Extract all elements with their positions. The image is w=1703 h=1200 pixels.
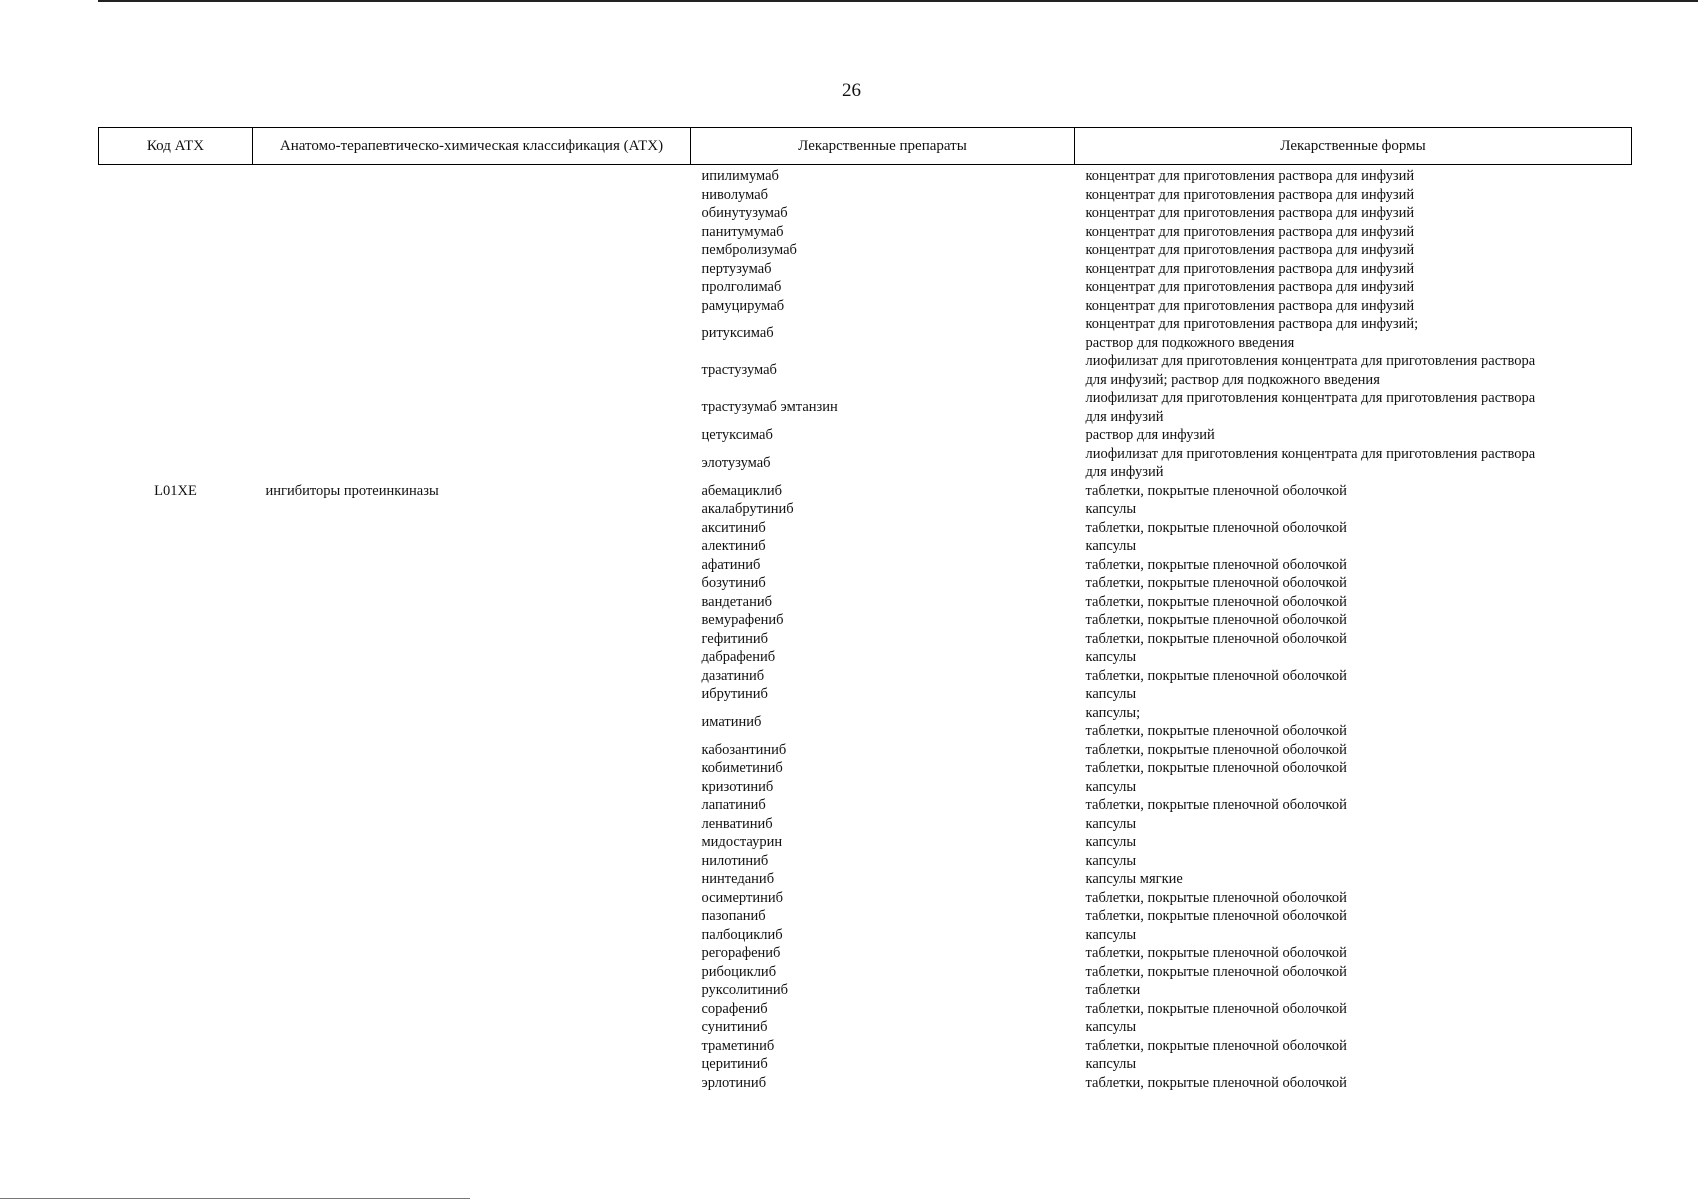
classification-cell — [253, 1037, 691, 1056]
dosage-form-cell: таблетки, покрытые пленочной оболочкой — [1085, 963, 1347, 980]
table-row — [99, 741, 1632, 760]
drug-name-cell: мидостаурин — [701, 834, 783, 850]
table-row — [99, 260, 1632, 279]
classification-cell — [253, 278, 691, 297]
atx-code-cell — [99, 926, 253, 945]
table-row — [99, 223, 1632, 242]
atx-code-cell — [99, 445, 253, 482]
classification-cell — [253, 500, 691, 519]
classification-cell — [253, 833, 691, 852]
table-row — [99, 241, 1632, 260]
table-row — [99, 315, 1632, 352]
table-row — [99, 500, 1632, 519]
drug-name-cell: акситиниб — [701, 519, 766, 536]
dosage-form-cell: концентрат для приготовления раствора для инфузий — [1085, 205, 1415, 221]
drug-name-cell: элотузумаб — [701, 454, 771, 471]
dosage-form-cell: таблетки, покрытые пленочной оболочкой — [1085, 797, 1347, 813]
classification-cell — [253, 741, 691, 760]
classification-cell: ингибиторы протеинкиназы — [265, 482, 439, 499]
classification-cell — [253, 315, 691, 352]
drug-name-cell: лапатиниб — [701, 797, 766, 813]
dosage-form-cell: таблетки, покрытые пленочной оболочкой — [1085, 556, 1347, 573]
drug-name-cell: церитиниб — [701, 1056, 768, 1072]
atx-code-cell — [99, 833, 253, 852]
dosage-form-cell: таблетки, покрытые пленочной оболочкой — [1085, 667, 1347, 684]
classification-cell — [253, 796, 691, 815]
header-classification: Анатомо-терапевтическо-химическая классификация (АТХ) — [253, 128, 691, 165]
classification-cell — [253, 537, 691, 556]
drug-name-cell: цетуксимаб — [701, 427, 773, 443]
table-row — [99, 852, 1632, 871]
classification-cell — [253, 519, 691, 538]
dosage-form-cell: таблетки, покрытые пленочной оболочкой — [1085, 945, 1347, 961]
dosage-form-cell: капсулы; таблетки, покрытые пленочной оболочкой — [1085, 704, 1347, 739]
table-row — [99, 1000, 1632, 1019]
table-row — [99, 667, 1632, 686]
dosage-form-cell: таблетки, покрытые пленочной оболочкой — [1085, 482, 1347, 499]
table-row — [99, 870, 1632, 889]
table-row — [99, 1037, 1632, 1056]
classification-cell — [253, 260, 691, 279]
table-row — [99, 926, 1632, 945]
atx-code-cell: L01XE — [154, 482, 197, 499]
table-row — [99, 759, 1632, 778]
dosage-form-cell: концентрат для приготовления раствора для инфузий — [1085, 297, 1415, 314]
table-row — [99, 630, 1632, 649]
atx-code-cell — [99, 519, 253, 538]
table-row — [99, 685, 1632, 704]
drug-name-cell: бозутиниб — [701, 575, 766, 591]
table-row — [99, 611, 1632, 630]
header-drugs: Лекарственные препараты — [691, 128, 1075, 165]
drug-name-cell: палбоциклиб — [701, 926, 783, 943]
drug-name-cell: ибрутиниб — [701, 686, 768, 702]
classification-cell — [253, 593, 691, 612]
drug-name-cell: акалабрутиниб — [701, 501, 794, 517]
dosage-form-cell: концентрат для приготовления раствора для инфузий — [1085, 242, 1415, 258]
atx-code-cell — [99, 593, 253, 612]
classification-cell — [253, 778, 691, 797]
dosage-form-cell: капсулы — [1085, 834, 1137, 850]
atx-code-cell — [99, 963, 253, 982]
atx-code-cell — [99, 1018, 253, 1037]
classification-cell — [253, 944, 691, 963]
dosage-form-cell: капсулы — [1085, 1019, 1137, 1035]
table-row — [99, 426, 1632, 445]
atx-code-cell — [99, 223, 253, 242]
drug-name-cell: сунитиниб — [701, 1019, 768, 1035]
atx-code-cell — [99, 667, 253, 686]
drug-name-cell: трастузумаб — [701, 362, 777, 379]
drug-name-cell: пембролизумаб — [701, 242, 797, 258]
atx-code-cell — [99, 204, 253, 223]
classification-cell — [253, 704, 691, 741]
table-row — [99, 204, 1632, 223]
drug-name-cell: ипилимумаб — [701, 168, 779, 184]
bottom-rule — [0, 1198, 470, 1199]
atx-table — [98, 127, 1632, 1092]
table-row — [99, 537, 1632, 556]
classification-cell — [253, 815, 691, 834]
classification-cell — [253, 685, 691, 704]
dosage-form-cell: таблетки, покрытые пленочной оболочкой — [1085, 908, 1347, 924]
classification-cell — [253, 574, 691, 593]
dosage-form-cell: таблетки, покрытые пленочной оболочкой — [1085, 760, 1347, 776]
table-row — [99, 778, 1632, 797]
dosage-form-cell: капсулы — [1085, 686, 1137, 702]
dosage-form-cell: таблетки, покрытые пленочной оболочкой — [1085, 1074, 1347, 1091]
dosage-form-cell: концентрат для приготовления раствора для инфузий — [1085, 279, 1415, 295]
classification-cell — [253, 1055, 691, 1074]
dosage-form-cell: капсулы — [1085, 501, 1137, 517]
table-row — [99, 593, 1632, 612]
atx-code-cell — [99, 981, 253, 1000]
dosage-form-cell: капсулы — [1085, 926, 1137, 943]
atx-code-cell — [99, 1074, 253, 1093]
dosage-form-cell: капсулы мягкие — [1085, 871, 1183, 887]
classification-cell — [253, 223, 691, 242]
atx-code-cell — [99, 630, 253, 649]
dosage-form-cell: лиофилизат для приготовления концентрата для приготовления раствора для инфузий; раствор для подкожного введения — [1085, 353, 1536, 388]
drug-name-cell: пертузумаб — [701, 260, 772, 277]
drug-name-cell: дабрафениб — [701, 649, 776, 665]
atx-code-cell — [99, 352, 253, 389]
atx-code-cell — [99, 426, 253, 445]
dosage-form-cell: таблетки, покрытые пленочной оболочкой — [1085, 1037, 1347, 1054]
dosage-form-cell: таблетки, покрытые пленочной оболочкой — [1085, 630, 1347, 647]
atx-code-cell — [99, 500, 253, 519]
classification-cell — [253, 870, 691, 889]
classification-cell — [253, 889, 691, 908]
table-row — [99, 944, 1632, 963]
classification-cell — [253, 241, 691, 260]
dosage-form-cell: концентрат для приготовления раствора для инфузий — [1085, 168, 1415, 184]
drug-name-cell: пазопаниб — [701, 908, 766, 924]
classification-cell — [253, 667, 691, 686]
drug-name-cell: абемациклиб — [701, 482, 783, 499]
classification-cell — [253, 556, 691, 575]
dosage-form-cell: капсулы — [1085, 778, 1137, 795]
atx-code-cell — [99, 537, 253, 556]
table-row — [99, 186, 1632, 205]
drug-name-cell: панитумумаб — [701, 223, 784, 240]
drug-name-cell: траметиниб — [701, 1037, 775, 1054]
classification-cell — [253, 963, 691, 982]
table-row — [99, 445, 1632, 482]
atx-code-cell — [99, 759, 253, 778]
drug-name-cell: вандетаниб — [701, 593, 773, 610]
classification-cell — [253, 165, 691, 186]
atx-code-cell — [99, 944, 253, 963]
classification-cell — [253, 1074, 691, 1093]
table-row — [99, 796, 1632, 815]
classification-cell — [253, 907, 691, 926]
atx-code-cell — [99, 778, 253, 797]
dosage-form-cell: лиофилизат для приготовления концентрата для приготовления раствора для инфузий — [1085, 445, 1536, 480]
classification-cell — [253, 297, 691, 316]
drug-name-cell: дазатиниб — [701, 667, 765, 684]
atx-code-cell — [99, 260, 253, 279]
table-row — [99, 963, 1632, 982]
dosage-form-cell: таблетки, покрытые пленочной оболочкой — [1085, 519, 1347, 536]
table-row — [99, 574, 1632, 593]
atx-code-cell — [99, 241, 253, 260]
drug-name-cell: регорафениб — [701, 945, 781, 961]
atx-code-cell — [99, 611, 253, 630]
atx-code-cell — [99, 278, 253, 297]
atx-code-cell — [99, 389, 253, 426]
drug-name-cell: ритуксимаб — [701, 325, 774, 342]
drug-name-cell: эрлотиниб — [701, 1074, 767, 1091]
drug-name-cell: гефитиниб — [701, 630, 769, 647]
drug-name-cell: рамуцирумаб — [701, 297, 785, 314]
dosage-form-cell: таблетки, покрытые пленочной оболочкой — [1085, 575, 1347, 591]
atx-code-cell — [99, 870, 253, 889]
atx-code-cell — [99, 796, 253, 815]
dosage-form-cell: капсулы — [1085, 538, 1137, 554]
table-row — [99, 704, 1632, 741]
classification-cell — [253, 204, 691, 223]
table-row — [99, 648, 1632, 667]
classification-cell — [253, 611, 691, 630]
atx-code-cell — [99, 315, 253, 352]
drug-name-cell: иматиниб — [701, 713, 762, 730]
drug-name-cell: ленватиниб — [701, 815, 773, 832]
table-row — [99, 1055, 1632, 1074]
dosage-form-cell: капсулы — [1085, 852, 1137, 869]
drug-name-cell: руксолитиниб — [701, 982, 788, 998]
classification-cell — [253, 926, 691, 945]
atx-code-cell — [99, 1000, 253, 1019]
dosage-form-cell: таблетки, покрытые пленочной оболочкой — [1085, 593, 1347, 610]
drug-name-cell: рибоциклиб — [701, 963, 777, 980]
classification-cell — [253, 648, 691, 667]
classification-cell — [253, 186, 691, 205]
table-row — [99, 907, 1632, 926]
dosage-form-cell: лиофилизат для приготовления концентрата для приготовления раствора для инфузий — [1085, 390, 1536, 425]
atx-code-cell — [99, 648, 253, 667]
drug-name-cell: алектиниб — [701, 538, 766, 554]
atx-code-cell — [99, 889, 253, 908]
drug-name-cell: ниволумаб — [701, 186, 769, 203]
dosage-form-cell: капсулы — [1085, 649, 1137, 665]
atx-code-cell — [99, 1037, 253, 1056]
dosage-form-cell: таблетки — [1085, 982, 1141, 998]
table-row — [99, 1018, 1632, 1037]
atx-code-cell — [99, 852, 253, 871]
classification-cell — [253, 445, 691, 482]
table-header-row — [99, 128, 1632, 165]
table-row — [99, 297, 1632, 316]
atx-code-cell — [99, 165, 253, 186]
drug-name-cell: кабозантиниб — [701, 741, 787, 758]
atx-code-cell — [99, 1055, 253, 1074]
atx-code-cell — [99, 815, 253, 834]
page-number: 26 — [842, 80, 861, 101]
table-row — [99, 815, 1632, 834]
table-row — [99, 389, 1632, 426]
drug-name-cell: нинтеданиб — [701, 871, 775, 887]
table-row — [99, 889, 1632, 908]
dosage-form-cell: концентрат для приготовления раствора для инфузий — [1085, 223, 1415, 240]
atx-code-cell — [99, 574, 253, 593]
table-body — [99, 165, 1632, 1093]
dosage-form-cell: таблетки, покрытые пленочной оболочкой — [1085, 741, 1347, 758]
table-row — [99, 482, 1632, 501]
drug-name-cell: афатиниб — [701, 556, 761, 573]
dosage-form-cell: капсулы — [1085, 1056, 1137, 1072]
dosage-form-cell: концентрат для приготовления раствора для инфузий; раствор для подкожного введения — [1085, 316, 1419, 351]
drug-name-cell: сорафениб — [701, 1000, 768, 1017]
atx-code-cell — [99, 186, 253, 205]
atx-code-cell — [99, 704, 253, 741]
drug-name-cell: осимертиниб — [701, 889, 783, 906]
drug-name-cell: обинутузумаб — [701, 205, 788, 221]
dosage-form-cell: капсулы — [1085, 815, 1137, 832]
dosage-form-cell: таблетки, покрытые пленочной оболочкой — [1085, 1000, 1347, 1017]
classification-cell — [253, 630, 691, 649]
table-row — [99, 556, 1632, 575]
drug-name-cell: кобиметиниб — [701, 760, 783, 776]
drug-name-cell: вемурафениб — [701, 612, 784, 628]
dosage-form-cell: таблетки, покрытые пленочной оболочкой — [1085, 612, 1347, 628]
dosage-form-cell: раствор для инфузий — [1085, 427, 1215, 443]
header-forms: Лекарственные формы — [1075, 128, 1632, 165]
classification-cell — [253, 389, 691, 426]
classification-cell — [253, 1018, 691, 1037]
atx-code-cell — [99, 297, 253, 316]
table-row — [99, 352, 1632, 389]
drug-name-cell: пролголимаб — [701, 279, 782, 295]
classification-cell — [253, 981, 691, 1000]
drug-name-cell: нилотиниб — [701, 852, 769, 869]
classification-cell — [253, 852, 691, 871]
table-row — [99, 165, 1632, 186]
atx-code-cell — [99, 685, 253, 704]
header-code: Код АТХ — [99, 128, 253, 165]
dosage-form-cell: концентрат для приготовления раствора для инфузий — [1085, 260, 1415, 277]
classification-cell — [253, 352, 691, 389]
atx-code-cell — [99, 907, 253, 926]
table-row — [99, 519, 1632, 538]
table-row — [99, 278, 1632, 297]
classification-cell — [253, 759, 691, 778]
drug-name-cell: кризотиниб — [701, 778, 774, 795]
classification-cell — [253, 1000, 691, 1019]
atx-code-cell — [99, 556, 253, 575]
drug-name-cell: трастузумаб эмтанзин — [701, 399, 838, 416]
classification-cell — [253, 426, 691, 445]
table-row — [99, 833, 1632, 852]
top-rule — [98, 0, 1698, 2]
table-row — [99, 1074, 1632, 1093]
dosage-form-cell: концентрат для приготовления раствора для инфузий — [1085, 186, 1415, 203]
dosage-form-cell: таблетки, покрытые пленочной оболочкой — [1085, 889, 1347, 906]
table-row — [99, 981, 1632, 1000]
atx-code-cell — [99, 741, 253, 760]
